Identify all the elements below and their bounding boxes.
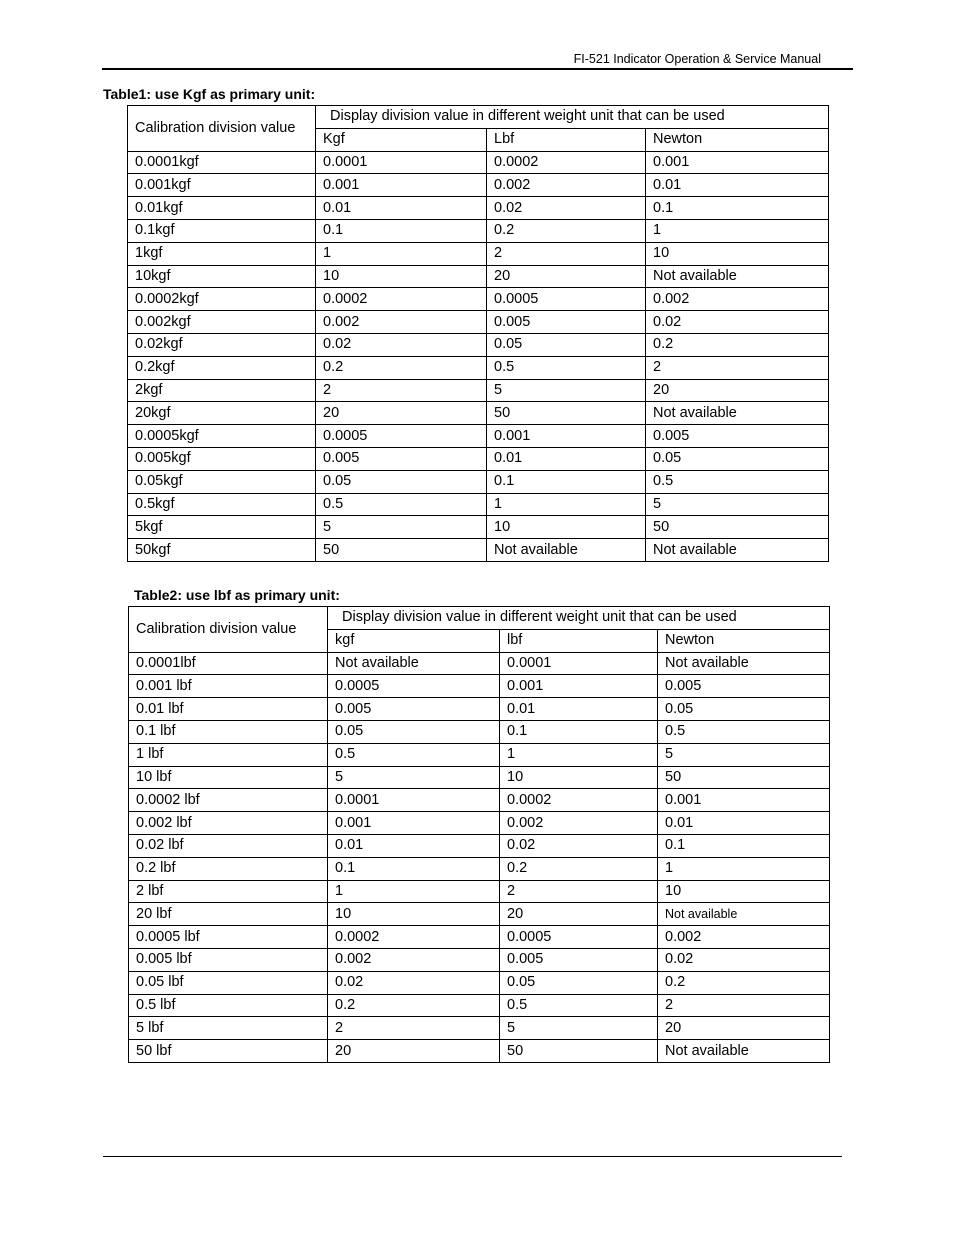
table-row [128,333,829,356]
value-cell: 0.05 [646,447,829,470]
calibration-cell: 0.001 lbf [129,675,328,698]
table-row [128,539,829,562]
calibration-cell: 0.005kgf [128,447,316,470]
display-division-header: Display division value in different weight unit that can be used [316,106,829,129]
value-cell: 0.05 [500,971,658,994]
value-cell: 0.05 [487,333,646,356]
value-cell: 0.002 [500,812,658,835]
value-cell: 10 [646,242,829,265]
table-row [128,151,829,174]
value-cell: 0.0002 [487,151,646,174]
table-header-row [128,106,829,129]
table-row [128,288,829,311]
value-cell: 0.5 [646,470,829,493]
value-cell: Not available [328,652,500,675]
calibration-cell: 50 lbf [129,1040,328,1063]
value-cell: 10 [500,766,658,789]
table-row [129,720,830,743]
calibration-cell: 2kgf [128,379,316,402]
table-row [128,425,829,448]
value-cell: 0.02 [658,948,830,971]
unit-header: lbf [500,629,658,652]
value-cell: 0.002 [646,288,829,311]
value-cell: 0.001 [500,675,658,698]
value-cell: 0.002 [487,174,646,197]
value-cell: 20 [487,265,646,288]
calibration-cell: 0.0005 lbf [129,926,328,949]
value-cell: 0.2 [487,219,646,242]
table-row [128,402,829,425]
table-row [129,789,830,812]
value-cell: 50 [500,1040,658,1063]
value-cell: 20 [316,402,487,425]
value-cell: 0.005 [487,311,646,334]
table-row [128,219,829,242]
calibration-cell: 5kgf [128,516,316,539]
value-cell: 0.02 [316,333,487,356]
calibration-cell: 0.002kgf [128,311,316,334]
value-cell: 0.1 [316,219,487,242]
value-cell: 0.01 [487,447,646,470]
calibration-cell: 2 lbf [129,880,328,903]
unit-header: kgf [328,629,500,652]
value-cell: 20 [658,1017,830,1040]
value-cell: 0.001 [658,789,830,812]
table-row [128,242,829,265]
calibration-cell: 0.05kgf [128,470,316,493]
calibration-header: Calibration division value [128,106,316,152]
value-cell: 0.0001 [328,789,500,812]
unit-header: Kgf [316,128,487,151]
unit-header: Lbf [487,128,646,151]
value-cell: 0.05 [316,470,487,493]
value-cell: 0.0002 [316,288,487,311]
value-cell: 0.005 [646,425,829,448]
table2 [128,606,830,1063]
value-cell: 0.02 [487,197,646,220]
value-cell: 0.02 [328,971,500,994]
table-row [129,857,830,880]
footer-rule [103,1156,842,1157]
value-cell: 0.002 [658,926,830,949]
table-row [129,675,830,698]
value-cell: 10 [487,516,646,539]
value-cell: 5 [646,493,829,516]
value-cell: 1 [658,857,830,880]
table-row [128,447,829,470]
value-cell: 5 [328,766,500,789]
value-cell: 0.005 [658,675,830,698]
value-cell: 0.0001 [316,151,487,174]
value-cell: 5 [658,743,830,766]
calibration-cell: 0.2kgf [128,356,316,379]
value-cell: 50 [316,539,487,562]
value-cell: 0.001 [487,425,646,448]
value-cell: 0.01 [646,174,829,197]
value-cell: 0.02 [646,311,829,334]
table-row [129,766,830,789]
calibration-cell: 0.0001kgf [128,151,316,174]
table-row [129,652,830,675]
table-row [129,926,830,949]
value-cell: 10 [316,265,487,288]
table-row [128,174,829,197]
calibration-cell: 0.05 lbf [129,971,328,994]
value-cell: 5 [500,1017,658,1040]
value-cell: 0.5 [658,720,830,743]
table-row [128,356,829,379]
value-cell: Not available [487,539,646,562]
running-header: FI-521 Indicator Operation & Service Manual [573,52,821,66]
value-cell: 0.001 [646,151,829,174]
value-cell: 0.2 [316,356,487,379]
calibration-cell: 0.02 lbf [129,834,328,857]
calibration-cell: 1 lbf [129,743,328,766]
value-cell: 0.0002 [500,789,658,812]
value-cell: 0.5 [316,493,487,516]
calibration-cell: 10 lbf [129,766,328,789]
value-cell: 2 [500,880,658,903]
value-cell: 0.002 [328,948,500,971]
value-cell: 0.2 [328,994,500,1017]
value-cell: 20 [500,903,658,926]
calibration-cell: 0.001kgf [128,174,316,197]
value-cell: 0.2 [658,971,830,994]
calibration-cell: 0.5 lbf [129,994,328,1017]
value-cell: Not available [658,1040,830,1063]
value-cell: 0.2 [500,857,658,880]
value-cell: 10 [328,903,500,926]
calibration-cell: 0.02kgf [128,333,316,356]
calibration-cell: 0.01 lbf [129,698,328,721]
calibration-cell: 0.01kgf [128,197,316,220]
value-cell: 0.1 [487,470,646,493]
calibration-cell: 0.2 lbf [129,857,328,880]
calibration-cell: 0.0005kgf [128,425,316,448]
table-row [129,743,830,766]
value-cell: 5 [487,379,646,402]
value-cell: 1 [316,242,487,265]
value-cell: 0.0005 [487,288,646,311]
value-cell: 0.05 [328,720,500,743]
value-cell: 2 [316,379,487,402]
value-cell: 50 [487,402,646,425]
value-cell: 0.1 [328,857,500,880]
table-row [128,379,829,402]
table-row [129,994,830,1017]
calibration-cell: 0.002 lbf [129,812,328,835]
value-cell: 0.01 [658,812,830,835]
calibration-cell: 5 lbf [129,1017,328,1040]
value-cell: 0.0005 [500,926,658,949]
calibration-cell: 0.0002 lbf [129,789,328,812]
value-cell: 0.01 [316,197,487,220]
value-cell: 1 [328,880,500,903]
value-cell: Not available [658,652,830,675]
table-row [128,197,829,220]
table1-caption: Table1: use Kgf as primary unit: [103,86,316,102]
value-cell: 0.5 [500,994,658,1017]
table-header-row [129,607,830,630]
value-cell: 0.001 [328,812,500,835]
value-cell: 50 [646,516,829,539]
value-cell: Not available [658,903,830,926]
value-cell: Not available [646,539,829,562]
value-cell: 1 [500,743,658,766]
calibration-cell: 20kgf [128,402,316,425]
value-cell: Not available [646,402,829,425]
table-row [129,948,830,971]
value-cell: 0.5 [487,356,646,379]
value-cell: Not available [646,265,829,288]
value-cell: 0.0002 [328,926,500,949]
table-row [129,971,830,994]
value-cell: 0.001 [316,174,487,197]
display-division-header: Display division value in different weight unit that can be used [328,607,830,630]
value-cell: 0.5 [328,743,500,766]
table-row [129,834,830,857]
value-cell: 50 [658,766,830,789]
value-cell: 0.005 [328,698,500,721]
unit-header: Newton [658,629,830,652]
value-cell: 2 [487,242,646,265]
table-row [128,516,829,539]
table-row [128,470,829,493]
value-cell: 20 [646,379,829,402]
calibration-cell: 50kgf [128,539,316,562]
value-cell: 1 [646,219,829,242]
value-cell: 0.0005 [328,675,500,698]
unit-header: Newton [646,128,829,151]
calibration-cell: 20 lbf [129,903,328,926]
header-rule [102,68,853,70]
value-cell: 1 [487,493,646,516]
value-cell: 2 [646,356,829,379]
calibration-cell: 1kgf [128,242,316,265]
calibration-cell: 0.0001lbf [129,652,328,675]
calibration-header: Calibration division value [129,607,328,653]
value-cell: 0.005 [316,447,487,470]
table-row [129,812,830,835]
value-cell: 0.2 [646,333,829,356]
value-cell: 5 [316,516,487,539]
table-row [129,698,830,721]
table-row [129,1017,830,1040]
value-cell: 2 [658,994,830,1017]
calibration-cell: 0.0002kgf [128,288,316,311]
table-row [128,493,829,516]
value-cell: 2 [328,1017,500,1040]
value-cell: 0.0005 [316,425,487,448]
table-row [128,311,829,334]
value-cell: 0.1 [500,720,658,743]
value-cell: 0.1 [646,197,829,220]
table-row [129,903,830,926]
table-row [128,265,829,288]
value-cell: 0.1 [658,834,830,857]
value-cell: 0.01 [500,698,658,721]
value-cell: 0.002 [316,311,487,334]
value-cell: 10 [658,880,830,903]
calibration-cell: 10kgf [128,265,316,288]
table-row [129,1040,830,1063]
calibration-cell: 0.005 lbf [129,948,328,971]
value-cell: 20 [328,1040,500,1063]
calibration-cell: 0.5kgf [128,493,316,516]
value-cell: 0.05 [658,698,830,721]
calibration-cell: 0.1kgf [128,219,316,242]
table2-caption: Table2: use lbf as primary unit: [134,587,340,603]
value-cell: 0.005 [500,948,658,971]
value-cell: 0.02 [500,834,658,857]
value-cell: 0.01 [328,834,500,857]
table1 [127,105,829,562]
calibration-cell: 0.1 lbf [129,720,328,743]
table-row [129,880,830,903]
value-cell: 0.0001 [500,652,658,675]
